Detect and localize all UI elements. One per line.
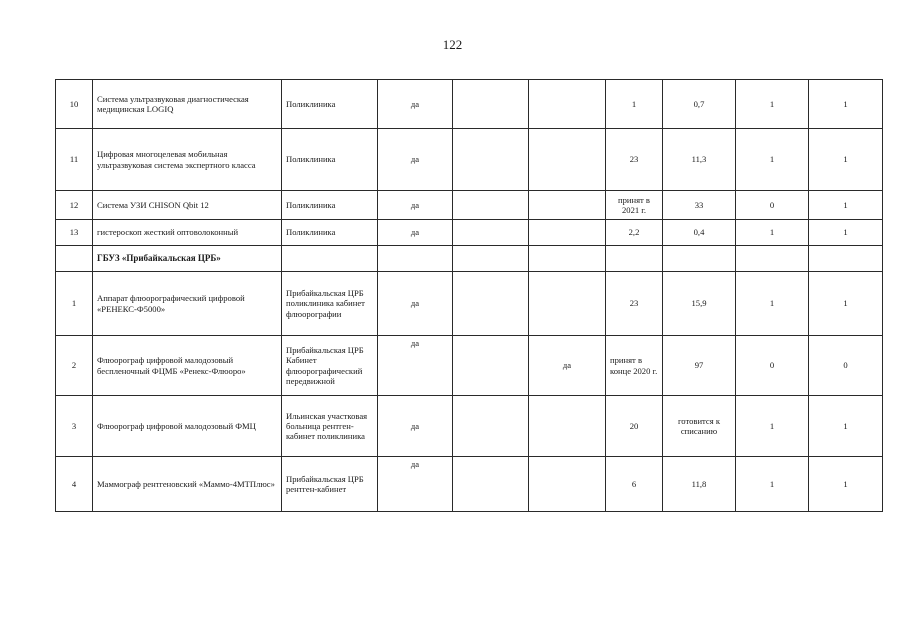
cell-col9: 1: [809, 220, 883, 246]
cell-col9: 1: [809, 272, 883, 336]
table-row: [56, 80, 883, 129]
cell-col8: 1: [736, 396, 809, 457]
cell-col7: 11,3: [663, 129, 736, 191]
equipment-location: Ильинская участковая больница рентген-кабинет поликлиника: [282, 396, 378, 457]
equipment-location: Поликлиника: [282, 191, 378, 220]
equipment-name: гистероскоп жесткий оптоволоконный: [93, 220, 282, 246]
cell-col9: 1: [809, 457, 883, 512]
empty-cell: [453, 457, 529, 512]
empty-cell: [453, 80, 529, 129]
cell-col9: 0: [809, 336, 883, 396]
empty-cell: [282, 246, 378, 272]
row-number: 11: [56, 129, 93, 191]
equipment-name: Флюорограф цифровой малодозовый ФМЦ: [93, 396, 282, 457]
cell-col6: 6: [606, 457, 663, 512]
cell-col9: 1: [809, 396, 883, 457]
cell-col5: да: [529, 336, 606, 396]
cell-col7: 97: [663, 336, 736, 396]
equipment-name: Флюорограф цифровой малодозовый беспленочный ФЦМБ «Ренекс-Флюоро»: [93, 336, 282, 396]
cell-col5: [529, 272, 606, 336]
cell-col8: 0: [736, 336, 809, 396]
cell-col5: [529, 80, 606, 129]
cell-col8: 1: [736, 272, 809, 336]
cell-col8: 0: [736, 191, 809, 220]
page-number: 122: [442, 37, 463, 52]
cell-col6: принят в 2021 г.: [606, 191, 663, 220]
equipment-name: Цифровая многоцелевая мобильная ультразвуковая система экспертного класса: [93, 129, 282, 191]
cell-col5: [529, 191, 606, 220]
cell-col7: готовится к списанию: [663, 396, 736, 457]
availability-cell: да: [378, 220, 453, 246]
table-row: [56, 129, 883, 191]
equipment-location: Прибайкальская ЦРБ поликлиника кабинет флюорографии: [282, 272, 378, 336]
table-row: [56, 336, 883, 396]
empty-cell: [453, 129, 529, 191]
equipment-name: Система ультразвуковая диагностическая медицинская LOGIQ: [93, 80, 282, 129]
empty-cell: [736, 246, 809, 272]
availability-cell: да: [378, 272, 453, 336]
cell-col6: 23: [606, 272, 663, 336]
row-number: 4: [56, 457, 93, 512]
table-row: [56, 272, 883, 336]
table-row: [56, 220, 883, 246]
empty-cell: [56, 246, 93, 272]
empty-cell: [453, 272, 529, 336]
equipment-table: [55, 79, 883, 512]
row-number: 3: [56, 396, 93, 457]
cell-col6: 1: [606, 80, 663, 129]
table-row: [56, 457, 883, 512]
row-number: 12: [56, 191, 93, 220]
equipment-name: Аппарат флюорографический цифровой «РЕНЕКС-Ф5000»: [93, 272, 282, 336]
cell-col7: 0,7: [663, 80, 736, 129]
equipment-name: Система УЗИ CHISON Qbit 12: [93, 191, 282, 220]
row-number: 2: [56, 336, 93, 396]
cell-col5: [529, 457, 606, 512]
equipment-location: Поликлиника: [282, 80, 378, 129]
equipment-name: Маммограф рентгеновский «Маммо-4МТПлюс»: [93, 457, 282, 512]
availability-cell: да: [378, 191, 453, 220]
empty-cell: [606, 246, 663, 272]
table-row: [56, 396, 883, 457]
empty-cell: [453, 191, 529, 220]
row-number: 13: [56, 220, 93, 246]
cell-col6: 2,2: [606, 220, 663, 246]
availability-cell: да: [378, 336, 453, 396]
cell-col9: 1: [809, 191, 883, 220]
empty-cell: [378, 246, 453, 272]
section-header-row: [56, 246, 883, 272]
equipment-location: Прибайкальская ЦРБ рентген-кабинет: [282, 457, 378, 512]
cell-col5: [529, 396, 606, 457]
cell-col6: 23: [606, 129, 663, 191]
cell-col8: 1: [736, 129, 809, 191]
equipment-location: Прибайкальская ЦРБ Кабинет флюорографический передвижной: [282, 336, 378, 396]
cell-col7: 0,4: [663, 220, 736, 246]
section-title: ГБУЗ «Прибайкальская ЦРБ»: [93, 246, 282, 272]
cell-col7: 11,8: [663, 457, 736, 512]
cell-col7: 15,9: [663, 272, 736, 336]
table-row: [56, 191, 883, 220]
equipment-location: Поликлиника: [282, 220, 378, 246]
empty-cell: [529, 246, 606, 272]
row-number: 10: [56, 80, 93, 129]
availability-cell: да: [378, 129, 453, 191]
cell-col5: [529, 129, 606, 191]
empty-cell: [453, 246, 529, 272]
cell-col7: 33: [663, 191, 736, 220]
cell-col9: 1: [809, 129, 883, 191]
row-number: 1: [56, 272, 93, 336]
cell-col8: 1: [736, 457, 809, 512]
availability-cell: да: [378, 396, 453, 457]
cell-col8: 1: [736, 220, 809, 246]
equipment-location: Поликлиника: [282, 129, 378, 191]
cell-col9: 1: [809, 80, 883, 129]
cell-col8: 1: [736, 80, 809, 129]
cell-col6: 20: [606, 396, 663, 457]
empty-cell: [453, 396, 529, 457]
availability-cell: да: [378, 80, 453, 129]
empty-cell: [663, 246, 736, 272]
empty-cell: [453, 220, 529, 246]
empty-cell: [809, 246, 883, 272]
availability-cell: да: [378, 457, 453, 512]
cell-col5: [529, 220, 606, 246]
cell-col6: принят в конце 2020 г.: [606, 336, 663, 396]
empty-cell: [453, 336, 529, 396]
